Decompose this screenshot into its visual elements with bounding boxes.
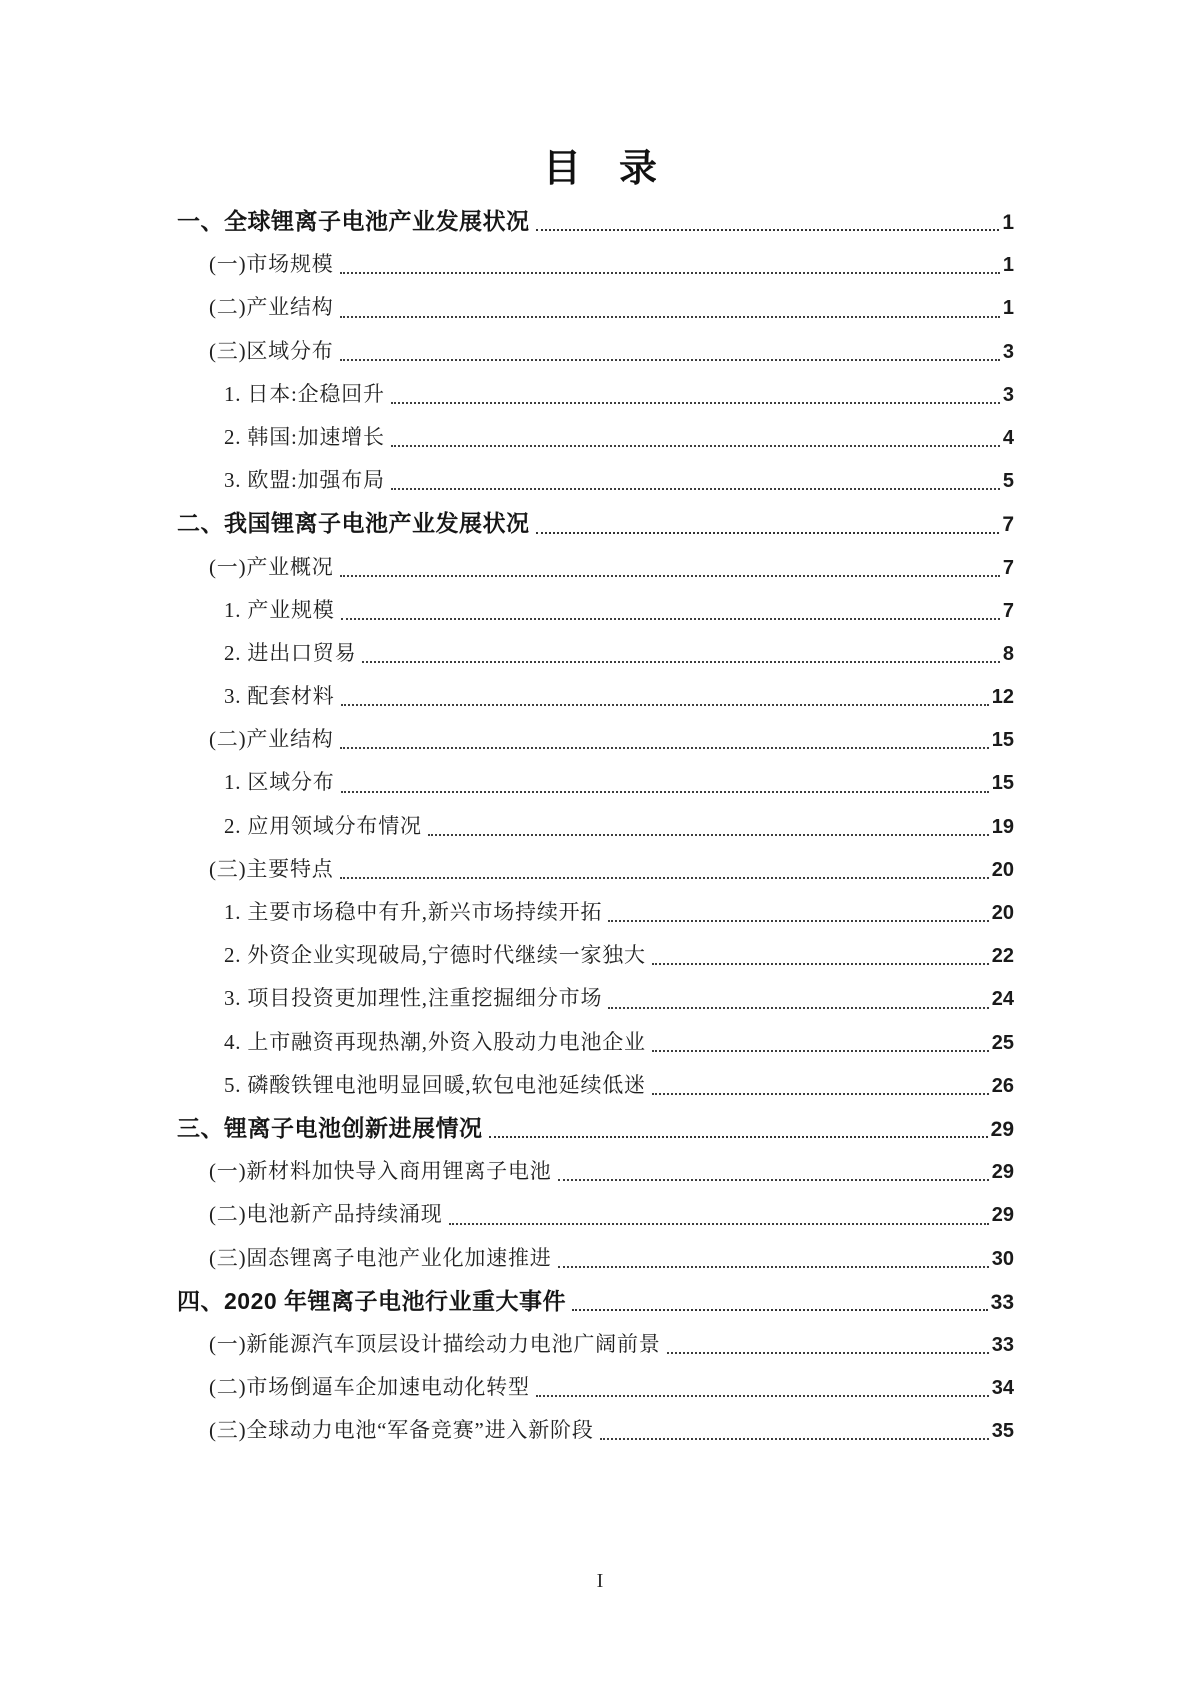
- toc-entry[interactable]: [0, 1107, 1200, 1150]
- toc-entry[interactable]: [0, 286, 1200, 329]
- toc-entry-page: 7: [1002, 556, 1014, 579]
- toc-entry-label: 1. 主要市场稳中有升,新兴市场持续开拓: [224, 900, 603, 924]
- dot-leader: [608, 1007, 989, 1009]
- toc-entry-label: (二)产业结构: [209, 727, 334, 752]
- dot-leader: [572, 1309, 988, 1311]
- toc-entry-page: 20: [991, 858, 1014, 881]
- dot-leader: [340, 747, 989, 749]
- toc-entry-page: 22: [991, 945, 1014, 968]
- dot-leader: [341, 791, 989, 793]
- dot-leader: [340, 359, 1000, 361]
- toc-entry[interactable]: [0, 805, 1200, 848]
- toc-entry-page: 26: [991, 1074, 1014, 1097]
- toc-entry[interactable]: [0, 459, 1200, 502]
- toc-entry-page: 1: [1002, 254, 1014, 277]
- toc-entry-label: (三)全球动力电池“军备竞赛”进入新阶段: [209, 1418, 594, 1443]
- toc-entry-label: 5. 磷酸铁锂电池明显回暖,软包电池延续低迷: [224, 1072, 646, 1097]
- toc-entry-page: 24: [991, 988, 1014, 1011]
- toc-entry[interactable]: [0, 675, 1200, 718]
- dot-leader: [536, 229, 1000, 231]
- toc-entry-label: 2. 韩国:加速增长: [224, 424, 385, 449]
- toc-entry-label: 二、我国锂离子电池产业发展状况: [177, 510, 530, 537]
- toc-entry-label: 4. 上市融资再现热潮,外资入股动力电池企业: [224, 1029, 646, 1054]
- toc-entry[interactable]: [0, 1323, 1200, 1366]
- dot-leader: [428, 834, 989, 836]
- toc-entry[interactable]: [0, 416, 1200, 459]
- toc-entry-label: 1. 产业规模: [224, 597, 335, 622]
- dot-leader: [652, 1093, 989, 1095]
- toc-entry-page: 1: [1002, 211, 1014, 234]
- toc-entry-label: (一)新材料加快导入商用锂离子电池: [209, 1159, 552, 1184]
- toc-entry-label: 3. 欧盟:加强布局: [224, 468, 385, 493]
- toc-entry-label: 3. 项目投资更加理性,注重挖掘细分市场: [224, 986, 603, 1011]
- toc-entry-label: 三、锂离子电池创新进展情况: [177, 1114, 483, 1141]
- toc-entry-label: 1. 区域分布: [224, 770, 335, 795]
- toc-entry[interactable]: [0, 243, 1200, 286]
- dot-leader: [340, 877, 989, 879]
- toc-entry-label: (二)市场倒逼车企加速电动化转型: [209, 1375, 530, 1400]
- toc-entry-label: (三)主要特点: [209, 856, 334, 881]
- toc-entry-label: 3. 配套材料: [224, 684, 335, 709]
- toc-entry-label: 2. 进出口贸易: [224, 640, 357, 665]
- dot-leader: [340, 272, 1000, 274]
- dot-leader: [536, 1395, 989, 1397]
- toc-entry-page: 35: [991, 1420, 1014, 1443]
- toc-entry-label: 1. 日本:企稳回升: [224, 381, 385, 406]
- toc-entry-page: 7: [1002, 513, 1014, 537]
- toc-entry-page: 12: [991, 686, 1014, 709]
- footer-page-number: I: [596, 1570, 604, 1592]
- toc-entry-page: 34: [991, 1377, 1014, 1400]
- dot-leader: [391, 488, 1000, 490]
- toc-entry[interactable]: [0, 848, 1200, 891]
- toc-entry[interactable]: [0, 718, 1200, 761]
- dot-leader: [600, 1438, 989, 1440]
- toc-entry-page: 3: [1002, 383, 1014, 406]
- dot-leader: [489, 1136, 988, 1138]
- toc-entry[interactable]: [0, 1193, 1200, 1236]
- toc-entry-label: (一)市场规模: [209, 252, 334, 277]
- toc-entry-label: 2. 外资企业实现破局,宁德时代继续一家独大: [224, 943, 646, 968]
- toc-entry-page: 29: [991, 1204, 1014, 1227]
- toc-entry-page: 30: [991, 1247, 1014, 1270]
- dot-leader: [652, 1050, 989, 1052]
- toc-entry[interactable]: [0, 632, 1200, 675]
- toc-entry[interactable]: [0, 1021, 1200, 1064]
- toc-list: [0, 200, 1200, 1452]
- dot-leader: [558, 1266, 989, 1268]
- toc-entry[interactable]: [0, 1237, 1200, 1280]
- toc-entry[interactable]: [0, 589, 1200, 632]
- toc-entry-page: 20: [991, 902, 1014, 924]
- toc-entry-page: 8: [1002, 642, 1014, 665]
- toc-entry-label: (三)区域分布: [209, 338, 334, 363]
- toc-entry[interactable]: [0, 330, 1200, 373]
- toc-entry-label: (二)电池新产品持续涌现: [209, 1202, 443, 1227]
- toc-entry-page: 4: [1002, 426, 1014, 449]
- dot-leader: [558, 1179, 989, 1181]
- dot-leader: [362, 661, 999, 663]
- toc-entry[interactable]: [0, 761, 1200, 804]
- toc-entry[interactable]: [0, 1366, 1200, 1409]
- toc-entry[interactable]: [0, 1064, 1200, 1107]
- dot-leader: [340, 316, 1000, 318]
- toc-entry[interactable]: [0, 502, 1200, 545]
- toc-entry-page: 1: [1002, 297, 1014, 320]
- toc-entry-page: 15: [991, 772, 1014, 795]
- toc-entry-label: (三)固态锂离子电池产业化加速推进: [209, 1245, 552, 1270]
- toc-entry-page: 29: [991, 1161, 1014, 1184]
- dot-leader: [341, 704, 989, 706]
- toc-entry-label: (二)产业结构: [209, 295, 334, 320]
- toc-entry-label: 一、全球锂离子电池产业发展状况: [177, 208, 530, 234]
- toc-entry-label: (一)新能源汽车顶层设计描绘动力电池广阔前景: [209, 1331, 661, 1356]
- toc-entry[interactable]: [0, 200, 1200, 243]
- toc-entry-page: 33: [990, 1290, 1014, 1314]
- toc-entry[interactable]: [0, 891, 1200, 934]
- toc-entry-page: 15: [991, 729, 1014, 752]
- dot-leader: [536, 532, 1000, 534]
- toc-entry[interactable]: [0, 373, 1200, 416]
- toc-entry-page: 19: [991, 815, 1014, 838]
- toc-entry-label: 四、2020 年锂离子电池行业重大事件: [177, 1287, 567, 1314]
- toc-entry-page: 33: [991, 1333, 1014, 1356]
- toc-entry-label: (一)产业概况: [209, 554, 334, 579]
- toc-entry-page: 5: [1002, 470, 1014, 493]
- page-title: 目 录: [542, 148, 657, 190]
- toc-entry-page: 29: [990, 1117, 1014, 1141]
- dot-leader: [652, 963, 989, 965]
- dot-leader: [667, 1352, 989, 1354]
- dot-leader: [608, 920, 989, 922]
- toc-entry-page: 7: [1002, 599, 1014, 622]
- toc-entry[interactable]: [0, 1409, 1200, 1452]
- toc-entry-page: 25: [991, 1031, 1014, 1054]
- toc-entry[interactable]: [0, 977, 1200, 1020]
- toc-entry-page: 3: [1002, 340, 1014, 363]
- dot-leader: [391, 445, 1000, 447]
- dot-leader: [449, 1223, 989, 1225]
- toc-entry[interactable]: [0, 934, 1200, 977]
- dot-leader: [340, 575, 1000, 577]
- toc-entry-label: 2. 应用领域分布情况: [224, 813, 422, 838]
- dot-leader: [391, 402, 1000, 404]
- toc-entry[interactable]: [0, 546, 1200, 589]
- toc-entry[interactable]: [0, 1280, 1200, 1323]
- dot-leader: [341, 618, 1000, 620]
- toc-entry[interactable]: [0, 1150, 1200, 1193]
